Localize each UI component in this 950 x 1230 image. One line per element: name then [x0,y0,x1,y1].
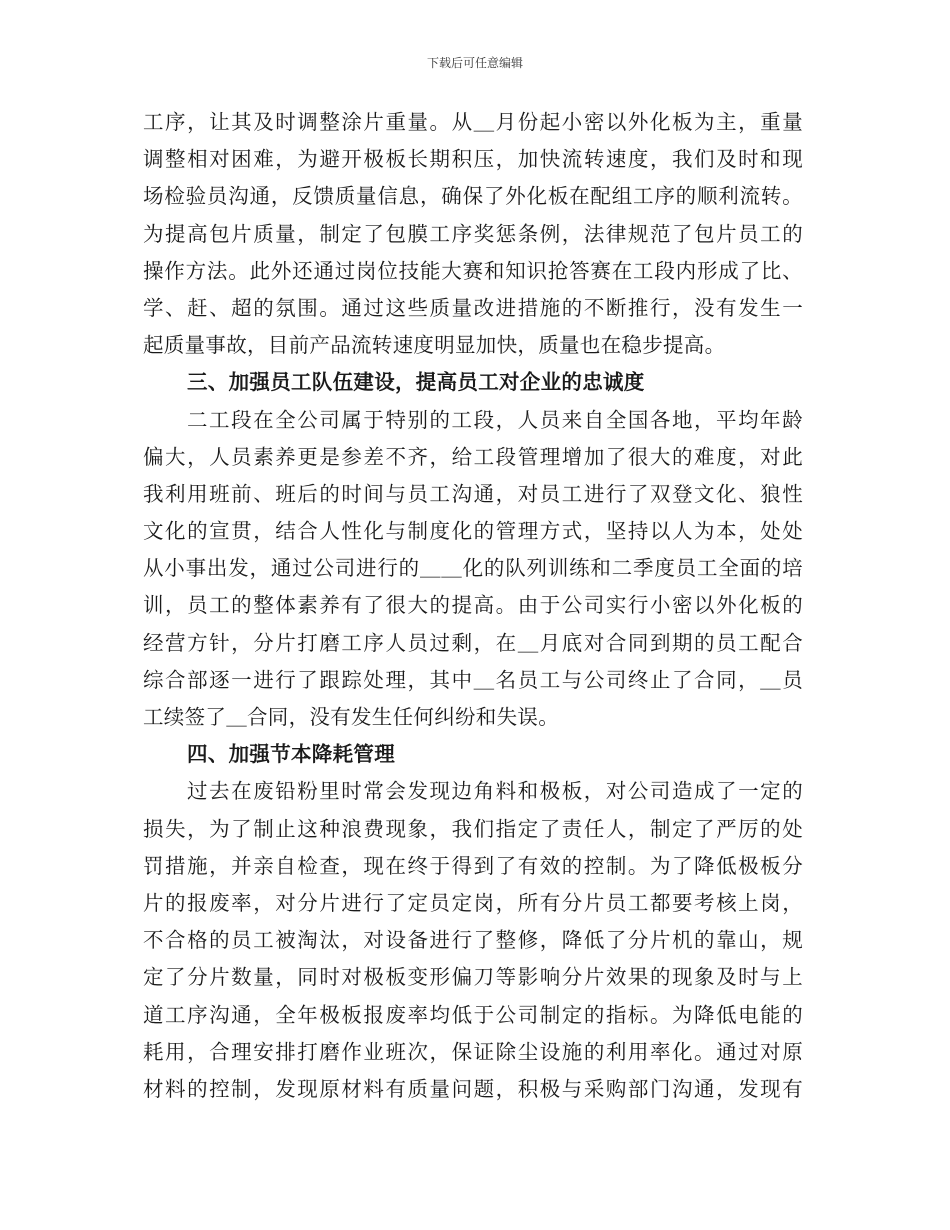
text-line: 操作方法。此外还通过岗位技能大赛和知识抢答赛在工段内形成了比、 [143,258,803,283]
text-line: 起质量事故，目前产品流转速度明显加快，质量也在稳步提高。 [143,333,726,358]
text-line: 材料的控制，发现原材料有质量问题，积极与采购部门沟通，发现有 [143,1076,803,1101]
text-line: 我利用班前、班后的时间与员工沟通，对员工进行了双登文化、狼性 [143,481,803,506]
text-line: 从小事出发，通过公司进行的＿＿化的队列训练和二季度员工全面的培 [143,556,803,581]
text-line: 训，员工的整体素养有了很大的提高。由于公司实行小密以外化板的 [143,593,803,618]
paragraph-first-line: 过去在废铅粉里时常会发现边角料和极板，对公司造成了一定的 [187,779,803,804]
text-line: 耗用，合理安排打磨作业班次，保证除尘设施的利用率化。通过对原 [143,1039,803,1064]
section-heading: 四、加强节本降耗管理 [187,742,395,767]
text-line: 为提高包片质量，制定了包膜工序奖惩条例，法律规范了包片员工的 [143,221,803,246]
text-line: 工续签了＿合同，没有发生任何纠纷和失误。 [143,705,559,729]
text-line: 道工序沟通，全年极板报废率均低于公司制定的指标。为降低电能的 [143,1002,803,1027]
text-line: 罚措施，并亲自检查，现在终于得到了有效的控制。为了降低极板分 [143,853,803,878]
page-header: 下载后可任意编辑 [426,56,523,70]
text-line: 学、赶、超的氛围。通过这些质量改进措施的不断推行，没有发生一 [143,295,803,320]
section-heading: 三、加强员工队伍建设，提高员工对企业的忠诚度 [187,370,645,395]
text-line: 偏大，人员素养更是参差不齐，给工段管理增加了很大的难度，对此 [143,444,803,469]
text-line: 经营方针，分片打磨工序人员过剩，在＿月底对合同到期的员工配合 [143,630,803,655]
document-body [143,104,803,1108]
paragraph-first-line: 二工段在全公司属于特别的工段，人员来自全国各地，平均年龄 [187,407,803,432]
text-line: 损失，为了制止这种浪费现象，我们指定了责任人，制定了严厉的处 [143,816,803,841]
text-line: 定了分片数量，同时对极板变形偏刀等影响分片效果的现象及时与上 [143,965,803,990]
text-line: 综合部逐一进行了跟踪处理，其中＿名员工与公司终止了合同，＿员 [143,667,803,692]
text-line: 片的报废率，对分片进行了定员定岗，所有分片员工都要考核上岗， [143,890,803,915]
text-line: 不合格的员工被淘汰，对设备进行了整修，降低了分片机的靠山，规 [143,928,803,953]
text-line: 场检验员沟通，反馈质量信息，确保了外化板在配组工序的顺利流转。 [143,184,803,209]
text-line: 调整相对困难，为避开极板长期积压，加快流转速度，我们及时和现 [143,147,803,172]
text-line: 文化的宣贯，结合人性化与制度化的管理方式，坚持以人为本，处处 [143,519,803,544]
text-line: 工序，让其及时调整涂片重量。从＿月份起小密以外化板为主，重量 [143,110,803,134]
